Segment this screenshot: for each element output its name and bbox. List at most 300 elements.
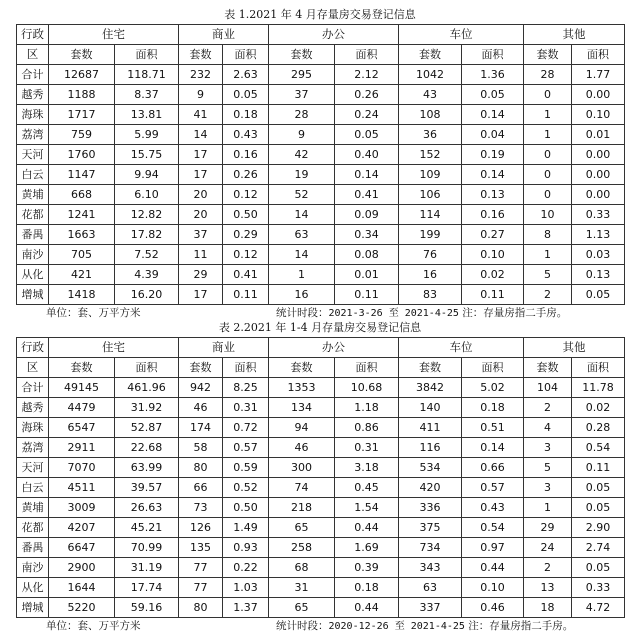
- area-cell: 0.19: [462, 145, 524, 165]
- area-cell: 0.44: [335, 598, 399, 618]
- units-cell: 106: [399, 185, 462, 205]
- area-cell: 0.39: [335, 558, 399, 578]
- area-cell: 0.18: [223, 105, 269, 125]
- area-cell: 0.11: [335, 285, 399, 305]
- district-header-bottom: 区: [17, 358, 49, 378]
- area-cell: 0.31: [223, 398, 269, 418]
- district-name-cell: 增城: [17, 598, 49, 618]
- units-cell: 42: [269, 145, 335, 165]
- district-row: [17, 145, 625, 165]
- area-cell: 0.13: [462, 185, 524, 205]
- area-cell: 1.69: [335, 538, 399, 558]
- stat-range: 2021-3-26 至 2021-4-25: [328, 308, 459, 319]
- district-row: [17, 245, 625, 265]
- category-header-other: 其他: [524, 338, 625, 358]
- subheader-units: 套数: [524, 45, 572, 65]
- units-cell: 1147: [49, 165, 115, 185]
- district-name-cell: 南沙: [17, 558, 49, 578]
- area-cell: 7.52: [115, 245, 179, 265]
- area-cell: 11.78: [572, 378, 625, 398]
- units-cell: 17: [179, 285, 223, 305]
- area-cell: 4.39: [115, 265, 179, 285]
- table2-block: [16, 319, 624, 635]
- category-header-commercial: 商业: [179, 338, 269, 358]
- subheader-area: 面积: [335, 45, 399, 65]
- area-cell: 12.82: [115, 205, 179, 225]
- category-header-other: 其他: [524, 25, 625, 45]
- area-cell: 0.66: [462, 458, 524, 478]
- subheader-units: 套数: [399, 358, 462, 378]
- units-cell: 4207: [49, 518, 115, 538]
- district-name-cell: 番禺: [17, 225, 49, 245]
- units-cell: 0: [524, 85, 572, 105]
- units-cell: 0: [524, 145, 572, 165]
- units-cell: 17: [179, 145, 223, 165]
- area-cell: 39.57: [115, 478, 179, 498]
- table2-footnote: [16, 618, 624, 635]
- area-cell: 461.96: [115, 378, 179, 398]
- area-cell: 1.77: [572, 65, 625, 85]
- district-row: [17, 105, 625, 125]
- area-cell: 0.86: [335, 418, 399, 438]
- units-cell: 411: [399, 418, 462, 438]
- district-name-cell: 海珠: [17, 105, 49, 125]
- area-cell: 0.00: [572, 85, 625, 105]
- area-cell: 0.31: [335, 438, 399, 458]
- area-cell: 0.02: [572, 398, 625, 418]
- stat-label: 统计时段：: [276, 620, 329, 632]
- subheader-area: 面积: [115, 45, 179, 65]
- total-row: [17, 65, 625, 85]
- stat-range: 2020-12-26 至 2021-4-25: [328, 621, 465, 632]
- units-cell: 9: [179, 85, 223, 105]
- units-cell: 76: [399, 245, 462, 265]
- district-row: [17, 165, 625, 185]
- units-cell: 1188: [49, 85, 115, 105]
- district-name-cell: 海珠: [17, 418, 49, 438]
- stat-period: [276, 618, 573, 635]
- stat-note: 注：存量房指二手房。: [458, 307, 568, 319]
- subheader-area: 面积: [223, 45, 269, 65]
- area-cell: 1.49: [223, 518, 269, 538]
- area-cell: 0.11: [462, 285, 524, 305]
- area-cell: 0.05: [572, 498, 625, 518]
- area-cell: 0.01: [572, 125, 625, 145]
- units-cell: 116: [399, 438, 462, 458]
- table2: [16, 337, 625, 618]
- subheader-units: 套数: [179, 45, 223, 65]
- area-cell: 0.44: [462, 558, 524, 578]
- units-cell: 734: [399, 538, 462, 558]
- subheader-area: 面积: [223, 358, 269, 378]
- district-name-cell: 增城: [17, 285, 49, 305]
- area-cell: 0.00: [572, 145, 625, 165]
- units-cell: 49145: [49, 378, 115, 398]
- area-cell: 0.44: [335, 518, 399, 538]
- subheader-area: 面积: [572, 358, 625, 378]
- area-cell: 15.75: [115, 145, 179, 165]
- subheader-units: 套数: [49, 358, 115, 378]
- area-cell: 26.63: [115, 498, 179, 518]
- units-cell: 336: [399, 498, 462, 518]
- units-cell: 17: [179, 165, 223, 185]
- area-cell: 63.99: [115, 458, 179, 478]
- subheader-units: 套数: [49, 45, 115, 65]
- units-cell: 104: [524, 378, 572, 398]
- units-cell: 80: [179, 598, 223, 618]
- units-cell: 6647: [49, 538, 115, 558]
- table1-caption: 表 1.2021 年 4 月存量房交易登记信息: [224, 8, 416, 21]
- area-cell: 13.81: [115, 105, 179, 125]
- area-cell: 0.28: [572, 418, 625, 438]
- units-cell: 668: [49, 185, 115, 205]
- area-cell: 2.90: [572, 518, 625, 538]
- area-cell: 0.14: [462, 165, 524, 185]
- area-cell: 0.41: [335, 185, 399, 205]
- district-name-cell: 越秀: [17, 85, 49, 105]
- units-cell: 74: [269, 478, 335, 498]
- district-name-cell: 白云: [17, 478, 49, 498]
- area-cell: 17.74: [115, 578, 179, 598]
- subheader-units: 套数: [179, 358, 223, 378]
- units-cell: 5: [524, 458, 572, 478]
- area-cell: 0.26: [223, 165, 269, 185]
- area-cell: 0.22: [223, 558, 269, 578]
- total-row: [17, 378, 625, 398]
- units-cell: 80: [179, 458, 223, 478]
- subheader-area: 面积: [462, 45, 524, 65]
- area-cell: 0.00: [572, 185, 625, 205]
- area-cell: 0.05: [462, 85, 524, 105]
- units-cell: 29: [524, 518, 572, 538]
- area-cell: 1.37: [223, 598, 269, 618]
- district-row: [17, 265, 625, 285]
- unit-note: 单位：套、万平方米: [46, 620, 141, 632]
- area-cell: 2.74: [572, 538, 625, 558]
- area-cell: 8.25: [223, 378, 269, 398]
- units-cell: 65: [269, 518, 335, 538]
- district-name-cell: 白云: [17, 165, 49, 185]
- units-cell: 152: [399, 145, 462, 165]
- area-cell: 0.08: [335, 245, 399, 265]
- units-cell: 1: [524, 245, 572, 265]
- units-cell: 2900: [49, 558, 115, 578]
- units-cell: 12687: [49, 65, 115, 85]
- district-row: [17, 225, 625, 245]
- subheader-area: 面积: [115, 358, 179, 378]
- units-cell: 0: [524, 185, 572, 205]
- units-cell: 41: [179, 105, 223, 125]
- area-cell: 8.37: [115, 85, 179, 105]
- units-cell: 0: [524, 165, 572, 185]
- district-header-top: 行政: [17, 25, 49, 45]
- units-cell: 8: [524, 225, 572, 245]
- units-cell: 1644: [49, 578, 115, 598]
- area-cell: 0.02: [462, 265, 524, 285]
- district-row: [17, 285, 625, 305]
- subheader-area: 面积: [572, 45, 625, 65]
- area-cell: 0.03: [572, 245, 625, 265]
- area-cell: 52.87: [115, 418, 179, 438]
- units-cell: 337: [399, 598, 462, 618]
- area-cell: 0.46: [462, 598, 524, 618]
- category-header-office: 办公: [269, 25, 399, 45]
- area-cell: 1.36: [462, 65, 524, 85]
- units-cell: 759: [49, 125, 115, 145]
- area-cell: 0.05: [223, 85, 269, 105]
- units-cell: 28: [269, 105, 335, 125]
- district-row: [17, 418, 625, 438]
- area-cell: 0.97: [462, 538, 524, 558]
- area-cell: 1.13: [572, 225, 625, 245]
- units-cell: 1: [269, 265, 335, 285]
- units-cell: 10: [524, 205, 572, 225]
- district-name-cell: 番禺: [17, 538, 49, 558]
- units-cell: 14: [269, 245, 335, 265]
- units-cell: 218: [269, 498, 335, 518]
- area-cell: 0.05: [572, 285, 625, 305]
- district-header-top: 行政: [17, 338, 49, 358]
- area-cell: 6.10: [115, 185, 179, 205]
- area-cell: 70.99: [115, 538, 179, 558]
- units-cell: 258: [269, 538, 335, 558]
- table1-block: [16, 6, 624, 322]
- area-cell: 0.05: [572, 478, 625, 498]
- district-row: [17, 185, 625, 205]
- area-cell: 0.57: [223, 438, 269, 458]
- district-name-cell: 花都: [17, 205, 49, 225]
- units-cell: 63: [399, 578, 462, 598]
- units-cell: 1353: [269, 378, 335, 398]
- units-cell: 2: [524, 398, 572, 418]
- area-cell: 0.33: [572, 578, 625, 598]
- area-cell: 0.09: [335, 205, 399, 225]
- units-cell: 63: [269, 225, 335, 245]
- units-cell: 16: [269, 285, 335, 305]
- area-cell: 3.18: [335, 458, 399, 478]
- area-cell: 59.16: [115, 598, 179, 618]
- category-header-residential: 住宅: [49, 338, 179, 358]
- units-cell: 3: [524, 438, 572, 458]
- area-cell: 2.12: [335, 65, 399, 85]
- units-cell: 1418: [49, 285, 115, 305]
- area-cell: 45.21: [115, 518, 179, 538]
- units-cell: 46: [269, 438, 335, 458]
- units-cell: 58: [179, 438, 223, 458]
- units-cell: 4: [524, 418, 572, 438]
- units-cell: 24: [524, 538, 572, 558]
- units-cell: 37: [179, 225, 223, 245]
- units-cell: 43: [399, 85, 462, 105]
- units-cell: 14: [269, 205, 335, 225]
- area-cell: 0.11: [572, 458, 625, 478]
- units-cell: 6547: [49, 418, 115, 438]
- area-cell: 0.40: [335, 145, 399, 165]
- units-cell: 343: [399, 558, 462, 578]
- subheader-area: 面积: [335, 358, 399, 378]
- area-cell: 118.71: [115, 65, 179, 85]
- subheader-units: 套数: [524, 358, 572, 378]
- area-cell: 0.57: [462, 478, 524, 498]
- units-cell: 66: [179, 478, 223, 498]
- district-row: [17, 498, 625, 518]
- area-cell: 0.00: [572, 165, 625, 185]
- district-row: [17, 205, 625, 225]
- district-row: [17, 478, 625, 498]
- area-cell: 0.27: [462, 225, 524, 245]
- subheader-units: 套数: [269, 358, 335, 378]
- units-cell: 135: [179, 538, 223, 558]
- units-cell: 421: [49, 265, 115, 285]
- units-cell: 31: [269, 578, 335, 598]
- area-cell: 0.54: [572, 438, 625, 458]
- area-cell: 2.63: [223, 65, 269, 85]
- units-cell: 232: [179, 65, 223, 85]
- units-cell: 46: [179, 398, 223, 418]
- units-cell: 3842: [399, 378, 462, 398]
- units-cell: 28: [524, 65, 572, 85]
- units-cell: 52: [269, 185, 335, 205]
- area-cell: 0.24: [335, 105, 399, 125]
- district-row: [17, 598, 625, 618]
- units-cell: 1: [524, 125, 572, 145]
- units-cell: 134: [269, 398, 335, 418]
- area-cell: 0.05: [335, 125, 399, 145]
- units-cell: 14: [179, 125, 223, 145]
- area-cell: 0.16: [462, 205, 524, 225]
- district-name-cell: 合计: [17, 65, 49, 85]
- table2-caption: 表 2.2021 年 1-4 月存量房交易登记信息: [218, 321, 422, 334]
- units-cell: 83: [399, 285, 462, 305]
- units-cell: 7070: [49, 458, 115, 478]
- area-cell: 0.93: [223, 538, 269, 558]
- district-row: [17, 125, 625, 145]
- area-cell: 22.68: [115, 438, 179, 458]
- district-name-cell: 越秀: [17, 398, 49, 418]
- units-cell: 18: [524, 598, 572, 618]
- units-cell: 534: [399, 458, 462, 478]
- units-cell: 94: [269, 418, 335, 438]
- category-header-parking: 车位: [399, 25, 524, 45]
- district-name-cell: 黄埔: [17, 185, 49, 205]
- units-cell: 5: [524, 265, 572, 285]
- district-name-cell: 花都: [17, 518, 49, 538]
- area-cell: 0.13: [572, 265, 625, 285]
- area-cell: 0.43: [223, 125, 269, 145]
- subheader-area: 面积: [462, 358, 524, 378]
- area-cell: 0.10: [462, 245, 524, 265]
- units-cell: 1760: [49, 145, 115, 165]
- units-cell: 73: [179, 498, 223, 518]
- area-cell: 0.43: [462, 498, 524, 518]
- units-cell: 199: [399, 225, 462, 245]
- units-cell: 19: [269, 165, 335, 185]
- area-cell: 0.50: [223, 205, 269, 225]
- units-cell: 4511: [49, 478, 115, 498]
- district-row: [17, 458, 625, 478]
- units-cell: 109: [399, 165, 462, 185]
- district-name-cell: 黄埔: [17, 498, 49, 518]
- area-cell: 1.03: [223, 578, 269, 598]
- area-cell: 0.10: [462, 578, 524, 598]
- category-header-commercial: 商业: [179, 25, 269, 45]
- subheader-units: 套数: [399, 45, 462, 65]
- area-cell: 0.14: [335, 165, 399, 185]
- district-name-cell: 从化: [17, 265, 49, 285]
- district-row: [17, 538, 625, 558]
- unit-note: 单位：套、万平方米: [46, 307, 141, 319]
- area-cell: 0.51: [462, 418, 524, 438]
- units-cell: 1663: [49, 225, 115, 245]
- area-cell: 10.68: [335, 378, 399, 398]
- district-name-cell: 从化: [17, 578, 49, 598]
- units-cell: 68: [269, 558, 335, 578]
- table1: [16, 24, 625, 305]
- area-cell: 0.11: [223, 285, 269, 305]
- district-name-cell: 天河: [17, 458, 49, 478]
- units-cell: 65: [269, 598, 335, 618]
- units-cell: 5220: [49, 598, 115, 618]
- area-cell: 0.01: [335, 265, 399, 285]
- district-header-bottom: 区: [17, 45, 49, 65]
- area-cell: 0.05: [572, 558, 625, 578]
- area-cell: 31.92: [115, 398, 179, 418]
- units-cell: 77: [179, 558, 223, 578]
- district-name-cell: 南沙: [17, 245, 49, 265]
- units-cell: 174: [179, 418, 223, 438]
- area-cell: 5.02: [462, 378, 524, 398]
- area-cell: 0.34: [335, 225, 399, 245]
- units-cell: 16: [399, 265, 462, 285]
- category-header-residential: 住宅: [49, 25, 179, 45]
- area-cell: 0.50: [223, 498, 269, 518]
- units-cell: 300: [269, 458, 335, 478]
- district-name-cell: 合计: [17, 378, 49, 398]
- stat-label: 统计时段：: [276, 307, 329, 319]
- units-cell: 37: [269, 85, 335, 105]
- area-cell: 0.54: [462, 518, 524, 538]
- area-cell: 9.94: [115, 165, 179, 185]
- area-cell: 0.18: [335, 578, 399, 598]
- area-cell: 0.04: [462, 125, 524, 145]
- units-cell: 114: [399, 205, 462, 225]
- district-name-cell: 天河: [17, 145, 49, 165]
- units-cell: 3009: [49, 498, 115, 518]
- district-row: [17, 398, 625, 418]
- area-cell: 0.26: [335, 85, 399, 105]
- units-cell: 1: [524, 498, 572, 518]
- district-row: [17, 438, 625, 458]
- area-cell: 0.52: [223, 478, 269, 498]
- area-cell: 16.20: [115, 285, 179, 305]
- units-cell: 9: [269, 125, 335, 145]
- area-cell: 1.54: [335, 498, 399, 518]
- district-row: [17, 578, 625, 598]
- units-cell: 20: [179, 205, 223, 225]
- units-cell: 1717: [49, 105, 115, 125]
- area-cell: 0.29: [223, 225, 269, 245]
- area-cell: 0.59: [223, 458, 269, 478]
- units-cell: 2: [524, 285, 572, 305]
- district-row: [17, 85, 625, 105]
- units-cell: 20: [179, 185, 223, 205]
- units-cell: 140: [399, 398, 462, 418]
- units-cell: 11: [179, 245, 223, 265]
- units-cell: 1: [524, 105, 572, 125]
- units-cell: 108: [399, 105, 462, 125]
- stat-note: 注：存量房指二手房。: [464, 620, 574, 632]
- district-name-cell: 荔湾: [17, 438, 49, 458]
